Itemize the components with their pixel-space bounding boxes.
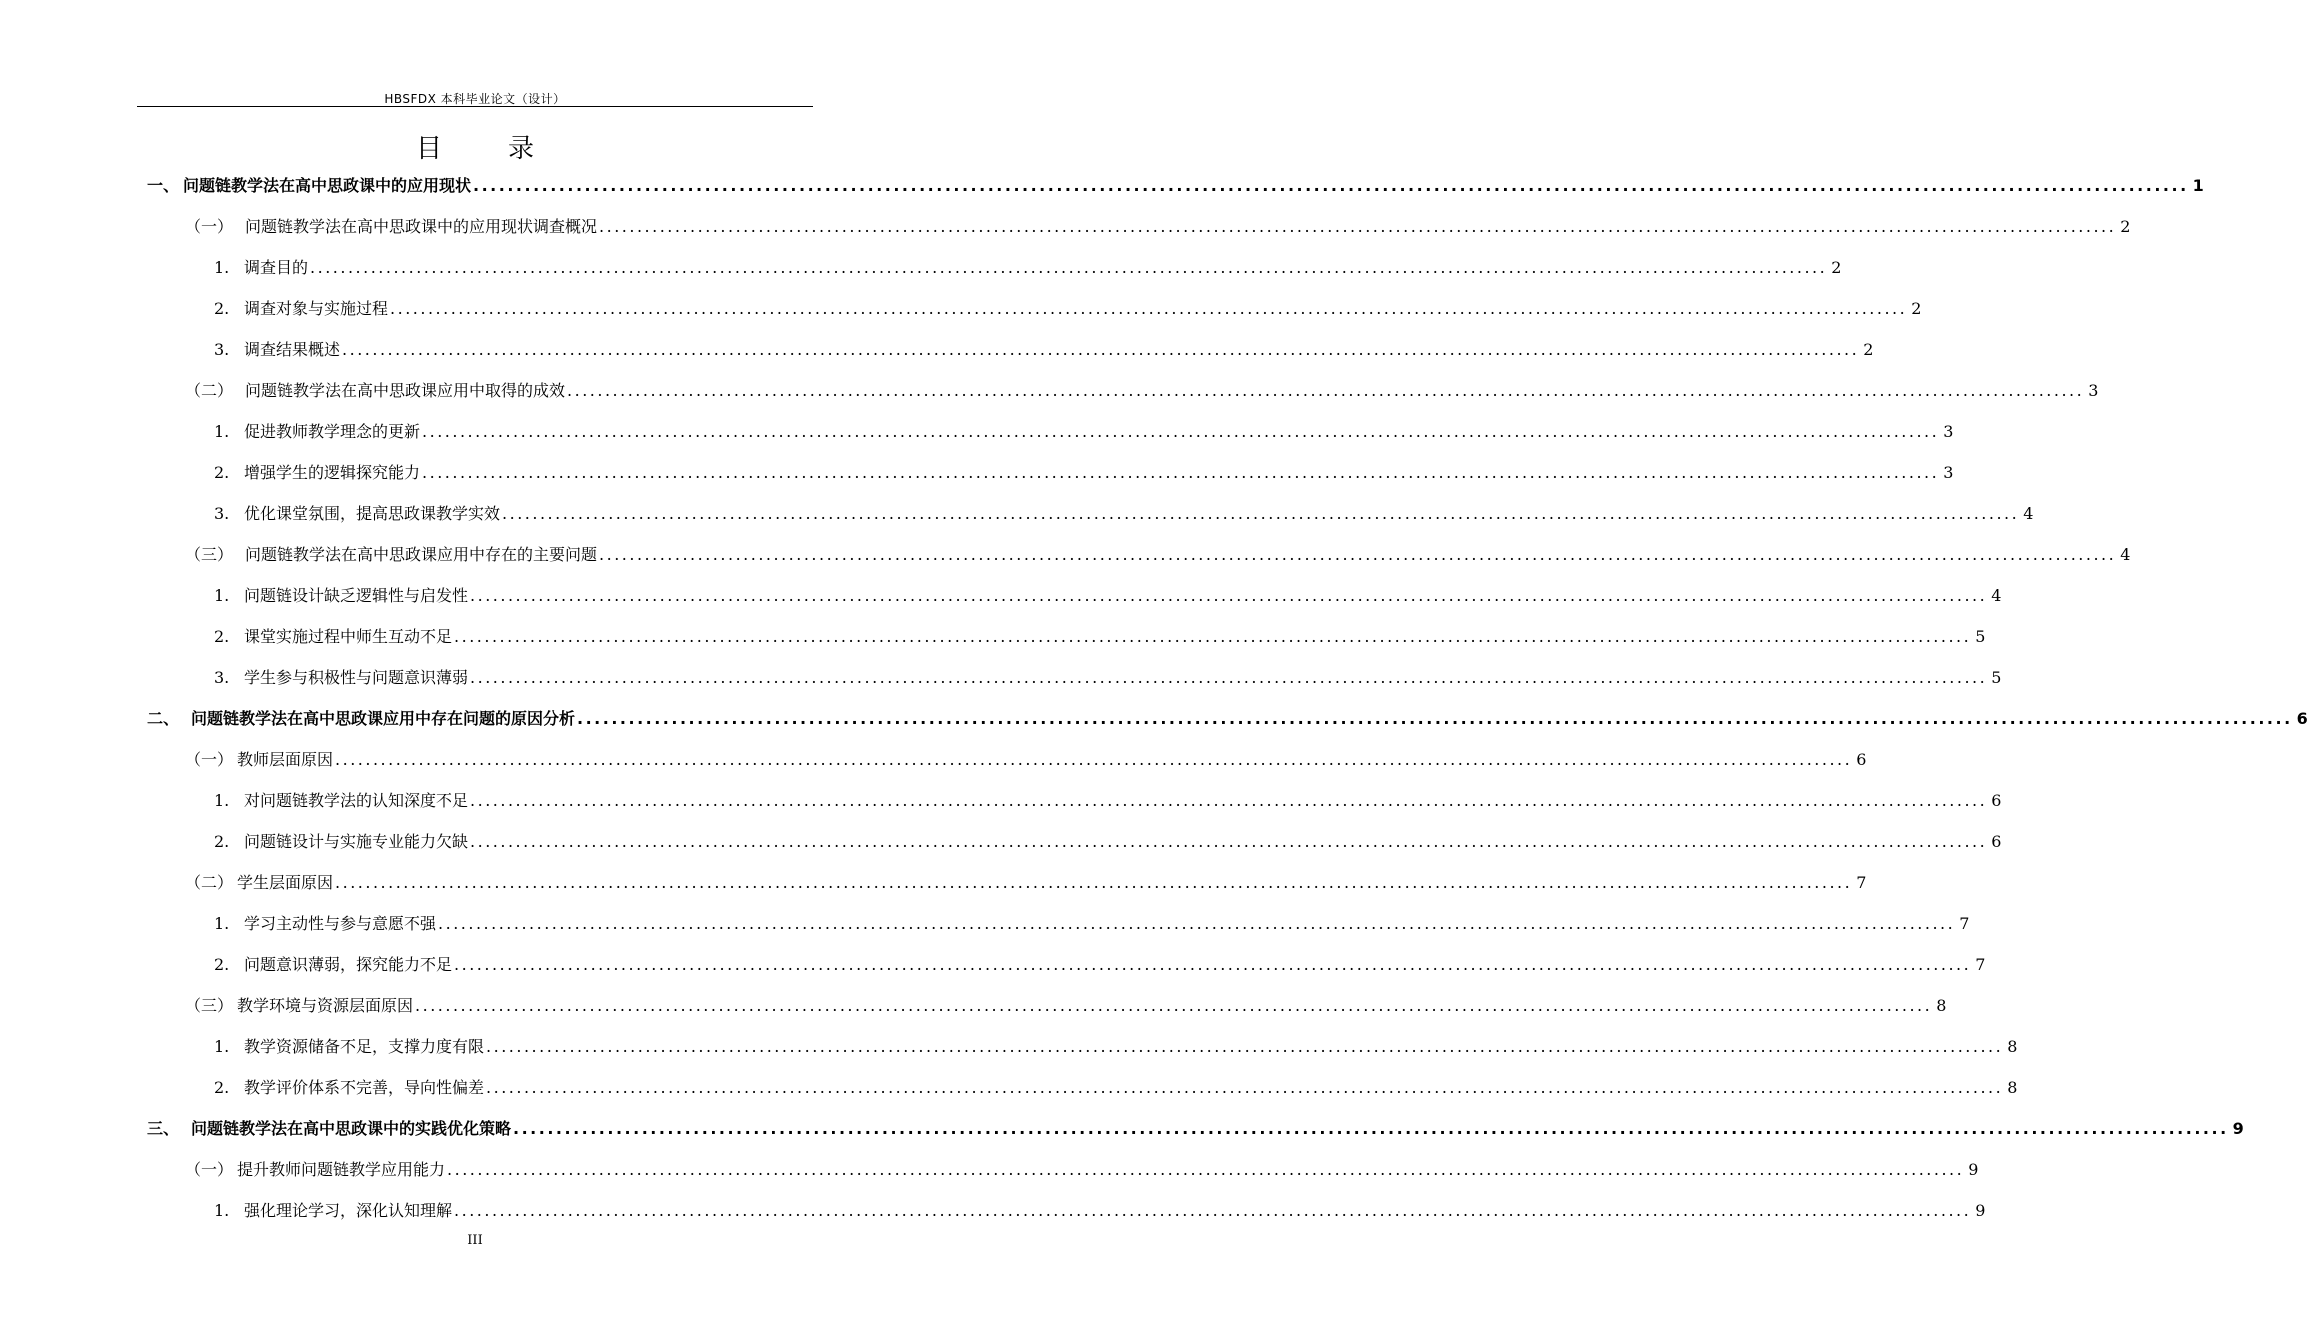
toc-entry[interactable] (214, 821, 2002, 862)
toc-entry-number: 二、 (147, 709, 180, 728)
toc-entry-title: 问题链教学法在高中思政课应用中存在问题的原因分析 (191, 709, 576, 728)
toc-entry-title: 课堂实施过程中师生互动不足 (244, 627, 453, 646)
toc-entry-title: 提升教师问题链教学应用能力 (237, 1160, 446, 1179)
toc-entry[interactable] (147, 698, 2308, 739)
toc-entry-number: （一） (185, 1160, 234, 1179)
toc-entry[interactable] (214, 1026, 2018, 1067)
toc-leader-dots: ........................................................................................................................................................................................................ (470, 832, 1988, 851)
toc-entry-title: 教学环境与资源层面原因 (237, 996, 414, 1015)
toc-leader-dots: ........................................................................................................................................................................................................ (335, 750, 1853, 769)
toc-entry-page: 4 (2120, 545, 2131, 564)
toc-entry-title: 问题链设计缺乏逻辑性与启发性 (244, 586, 469, 605)
toc-leader-dots: ........................................................................................................................................................................................................ (454, 955, 1972, 974)
toc-entry[interactable] (214, 247, 1842, 288)
toc-leader-dots: ........................................................................................................................................................................................................ (577, 709, 2293, 728)
toc-title: 目 录 (415, 134, 554, 164)
toc-leader-dots: ........................................................................................................................................................................................................ (470, 791, 1988, 810)
toc-entry-page: 5 (1975, 627, 1986, 646)
toc-entry-title: 优化课堂氛围，提高思政课教学实效 (244, 504, 501, 523)
page-number: III (467, 1233, 483, 1248)
toc-entry-page: 6 (1856, 750, 1867, 769)
toc-entry-page: 6 (1991, 832, 2002, 851)
toc-entry-title: 调查结果概述 (244, 340, 341, 359)
toc-entry-number: 1. (214, 791, 230, 810)
toc-entry-number: （一） (185, 217, 234, 236)
toc-entry[interactable] (214, 616, 1986, 657)
toc-entry[interactable] (214, 944, 1986, 985)
toc-leader-dots: ........................................................................................................................................................................................................ (599, 217, 2117, 236)
toc-entry-page: 5 (1991, 668, 2002, 687)
toc-leader-dots: ........................................................................................................................................................................................................ (422, 463, 1940, 482)
toc-entry-number: 3. (214, 668, 230, 687)
header-rule (137, 106, 813, 107)
toc-entry-page: 3 (1943, 463, 1954, 482)
toc-entry-page: 1 (2192, 176, 2204, 195)
toc-entry-number: （一） (185, 750, 234, 769)
toc-leader-dots: ........................................................................................................................................................................................................ (310, 258, 1828, 277)
toc-entry-number: 2. (214, 463, 230, 482)
toc-entry-page: 4 (2023, 504, 2034, 523)
toc-leader-dots: ........................................................................................................................................................................................................ (454, 1201, 1972, 1220)
toc-leader-dots: ........................................................................................................................................................................................................ (390, 299, 1908, 318)
toc-entry-page: 3 (2088, 381, 2099, 400)
toc-entry-page: 6 (1991, 791, 2002, 810)
toc-leader-dots: ........................................................................................................................................................................................................ (502, 504, 2020, 523)
toc-entry-page: 7 (1959, 914, 1970, 933)
toc-entry-title: 促进教师教学理念的更新 (244, 422, 421, 441)
toc-entry[interactable] (185, 534, 2131, 575)
toc-entry-number: （三） (185, 996, 234, 1015)
toc-entry-page: 6 (2296, 709, 2308, 728)
toc-entry-page: 7 (1856, 873, 1867, 892)
toc-entry-page: 9 (1975, 1201, 1986, 1220)
toc-entry-number: 2. (214, 1078, 230, 1097)
toc-entry-title: 问题链教学法在高中思政课应用中存在的主要问题 (245, 545, 598, 564)
toc-entry-page: 2 (1863, 340, 1874, 359)
toc-entry[interactable] (214, 657, 2002, 698)
toc-entry[interactable] (185, 1149, 1979, 1190)
toc-entry[interactable] (214, 780, 2002, 821)
toc-entry[interactable] (147, 1108, 2244, 1149)
toc-entry-title: 问题链教学法在高中思政课中的应用现状 (183, 176, 472, 195)
toc-entry-number: 3. (214, 504, 230, 523)
toc-entry-title: 学生参与积极性与问题意识薄弱 (244, 668, 469, 687)
toc-entry-title: 问题链教学法在高中思政课中的实践优化策略 (191, 1119, 512, 1138)
toc-entry-number: （三） (185, 545, 234, 564)
toc-entry-number: 2. (214, 627, 230, 646)
toc-entry-title: 调查对象与实施过程 (244, 299, 389, 318)
toc-leader-dots: ........................................................................................................................................................................................................ (422, 422, 1940, 441)
toc-leader-dots: ........................................................................................................................................................................................................ (470, 668, 1988, 687)
toc-entry-page: 8 (1936, 996, 1947, 1015)
toc-entry-title: 教学评价体系不完善，导向性偏差 (244, 1078, 485, 1097)
toc-leader-dots: ........................................................................................................................................................................................................ (470, 586, 1988, 605)
toc-entry[interactable] (214, 288, 1922, 329)
toc-entry-title: 学生层面原因 (237, 873, 334, 892)
toc-entry-number: 2. (214, 832, 230, 851)
toc-leader-dots: ........................................................................................................................................................................................................ (599, 545, 2117, 564)
toc-entry-title: 强化理论学习，深化认知理解 (244, 1201, 453, 1220)
toc-entry[interactable] (185, 739, 1867, 780)
toc-entry[interactable] (214, 329, 1874, 370)
toc-entry-number: （二） (185, 381, 234, 400)
toc-entry-number: 1. (214, 258, 230, 277)
toc-entry[interactable] (185, 862, 1867, 903)
toc-entry-number: 3. (214, 340, 230, 359)
toc-entry-title: 对问题链教学法的认知深度不足 (244, 791, 469, 810)
toc-entry-title: 问题链设计与实施专业能力欠缺 (244, 832, 469, 851)
toc-entry-number: （二） (185, 873, 234, 892)
toc-entry-page: 9 (1968, 1160, 1979, 1179)
toc-entry-page: 2 (2120, 217, 2131, 236)
toc-leader-dots: ........................................................................................................................................................................................................ (447, 1160, 1965, 1179)
toc-entry-number: 1. (214, 1037, 230, 1056)
toc-entry-number: 1. (214, 914, 230, 933)
toc-entry-page: 8 (2007, 1037, 2018, 1056)
toc-entry[interactable] (185, 985, 1947, 1026)
toc-entry[interactable] (214, 452, 1954, 493)
toc-entry-title: 问题意识薄弱，探究能力不足 (244, 955, 453, 974)
toc-entry[interactable] (214, 903, 1970, 944)
toc-entry[interactable] (214, 1067, 2018, 1108)
toc-entry-title: 增强学生的逻辑探究能力 (244, 463, 421, 482)
toc-leader-dots: ........................................................................................................................................................................................................ (567, 381, 2085, 400)
toc-entry-number: 1. (214, 1201, 230, 1220)
toc-entry-title: 调查目的 (244, 258, 309, 277)
toc-entry-number: 三、 (147, 1119, 180, 1138)
toc-entry-page: 9 (2232, 1119, 2244, 1138)
toc-entry-title: 学习主动性与参与意愿不强 (244, 914, 437, 933)
toc-entry-number: 2. (214, 299, 230, 318)
toc-entry[interactable] (147, 165, 2204, 206)
running-header: HBSFDX 本科毕业论文（设计） (384, 92, 566, 106)
toc-entry[interactable] (214, 1190, 1986, 1231)
toc-entry-page: 4 (1991, 586, 2002, 605)
toc-leader-dots: ........................................................................................................................................................................................................ (438, 914, 1956, 933)
toc-entry[interactable] (185, 206, 2131, 247)
toc-entry-page: 7 (1975, 955, 1986, 974)
toc-leader-dots: ........................................................................................................................................................................................................ (513, 1119, 2229, 1138)
toc-leader-dots: ........................................................................................................................................................................................................ (486, 1037, 2004, 1056)
toc-leader-dots: ........................................................................................................................................................................................................ (415, 996, 1933, 1015)
toc-entry-title: 教师层面原因 (237, 750, 334, 769)
toc-entry-page: 2 (1911, 299, 1922, 318)
toc-entry-page: 2 (1831, 258, 1842, 277)
toc-entry-title: 问题链教学法在高中思政课中的应用现状调查概况 (245, 217, 598, 236)
toc-entry-number: 1. (214, 586, 230, 605)
toc-leader-dots: ........................................................................................................................................................................................................ (473, 176, 2189, 195)
toc-entry-title: 问题链教学法在高中思政课应用中取得的成效 (245, 381, 566, 400)
toc-entry-page: 3 (1943, 422, 1954, 441)
toc-entry[interactable] (214, 493, 2034, 534)
toc-entry[interactable] (214, 575, 2002, 616)
toc-entry[interactable] (214, 411, 1954, 452)
toc-entry-number: 1. (214, 422, 230, 441)
toc-leader-dots: ........................................................................................................................................................................................................ (342, 340, 1860, 359)
toc-entry-number: 一、 (147, 176, 180, 195)
toc-entry-title: 教学资源储备不足，支撑力度有限 (244, 1037, 485, 1056)
toc-leader-dots: ........................................................................................................................................................................................................ (454, 627, 1972, 646)
toc-entry-number: 2. (214, 955, 230, 974)
toc-entry-page: 8 (2007, 1078, 2018, 1097)
toc-leader-dots: ........................................................................................................................................................................................................ (486, 1078, 2004, 1097)
toc-leader-dots: ........................................................................................................................................................................................................ (335, 873, 1853, 892)
toc-entry[interactable] (185, 370, 2099, 411)
